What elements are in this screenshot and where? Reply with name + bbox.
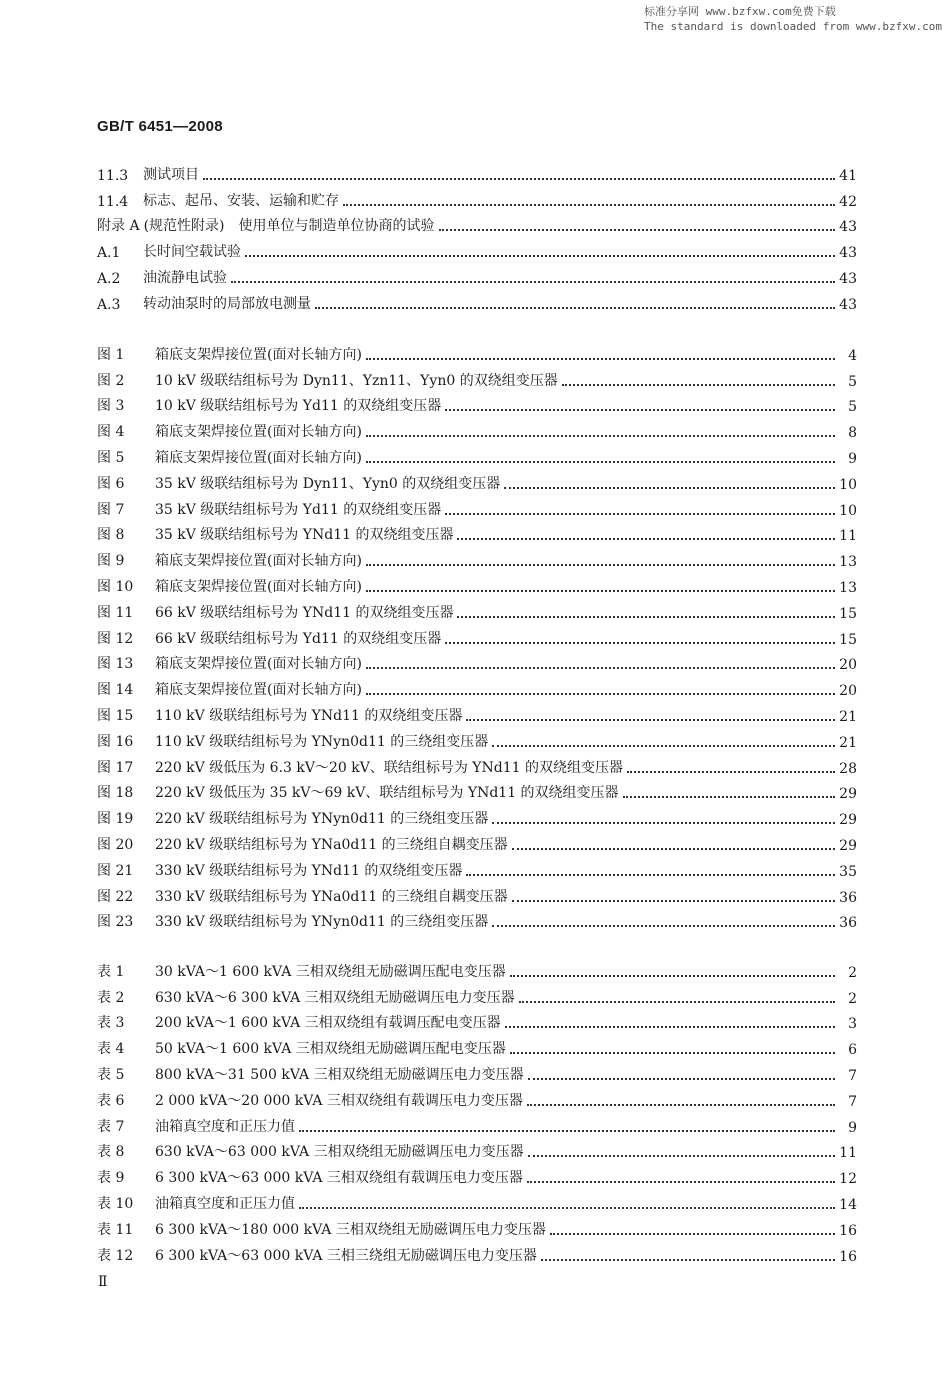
toc-entry-page: 7	[848, 1093, 857, 1110]
toc-dot-leader	[231, 280, 835, 283]
toc-dot-leader	[510, 974, 835, 977]
toc-entry-title: 标志、起吊、安装、运输和贮存	[143, 192, 339, 209]
watermark-line-2: The standard is downloaded from www.bzfxw.com	[643, 20, 942, 33]
toc-dot-leader	[445, 641, 835, 644]
toc-entry-title: 2 000 kVA～20 000 kVA 三相双绕组有载调压电力变压器	[155, 1092, 523, 1109]
toc-entry-page: 2	[848, 964, 857, 981]
toc-entry-title: 35 kV 级联结组标号为 Dyn11、Yyn0 的双绕组变压器	[155, 475, 501, 492]
toc-dot-leader	[366, 589, 835, 592]
toc-dot-leader	[492, 744, 835, 747]
toc-dot-leader	[528, 1077, 835, 1080]
toc-entry	[97, 261, 857, 287]
toc-dot-leader	[366, 692, 835, 695]
toc-entry-number: 图 3	[97, 398, 125, 415]
toc-entry-number: 图 5	[97, 449, 125, 466]
toc-entry	[97, 364, 857, 390]
toc-entry-page: 43	[839, 219, 857, 236]
toc-entry-page: 9	[848, 1119, 857, 1136]
toc-entry-title: 箱底支架焊接位置(面对长轴方向)	[155, 424, 362, 441]
toc-entry	[97, 519, 857, 545]
toc-entry-page: 13	[839, 554, 857, 571]
toc-entry-title: 30 kVA～1 600 kVA 三相双绕组无励磁调压配电变压器	[155, 963, 506, 980]
toc-entry-page: 41	[839, 167, 857, 184]
toc-entry-title: 箱底支架焊接位置(面对长轴方向)	[155, 656, 362, 673]
toc-entry-page: 9	[848, 450, 857, 467]
toc-dot-leader	[527, 1103, 835, 1106]
toc-entry-title: 630 kVA～63 000 kVA 三相双绕组无励磁调压电力变压器	[155, 1144, 524, 1161]
watermark-line-1: 标准分享网 www.bzfxw.com免费下载	[643, 5, 836, 18]
toc-entry-title: 35 kV 级联结组标号为 YNd11 的双绕组变压器	[155, 527, 454, 544]
toc-dot-leader	[445, 408, 835, 411]
toc-entry	[97, 1213, 857, 1239]
toc-entry-title: 长时间空载试验	[143, 244, 241, 261]
toc-entry-page: 3	[848, 1016, 857, 1033]
toc-entry-title: 10 kV 级联结组标号为 Yd11 的双绕组变压器	[155, 398, 442, 415]
toc-entry-number: 表 9	[97, 1170, 125, 1187]
toc-entry-page: 12	[839, 1171, 857, 1188]
toc-entry-number: 图 9	[97, 553, 125, 570]
toc-entry-number: A.1	[97, 245, 121, 262]
toc-entry-number: 表 3	[97, 1015, 125, 1032]
toc-tables	[97, 955, 857, 1265]
toc-entry-title: 箱底支架焊接位置(面对长轴方向)	[155, 346, 362, 363]
toc-dot-leader	[439, 228, 836, 231]
toc-entry	[97, 544, 857, 570]
toc-dot-leader	[505, 1025, 835, 1028]
toc-dot-leader	[519, 1000, 835, 1003]
toc-entry-page: 29	[839, 786, 857, 803]
toc-entry-title: 箱底支架焊接位置(面对长轴方向)	[155, 449, 362, 466]
toc-dot-leader	[541, 1258, 835, 1261]
toc-entry	[97, 802, 857, 828]
toc-entry-number: 11.3	[97, 167, 129, 184]
toc-dot-leader	[504, 486, 835, 489]
toc-entry-title: 箱底支架焊接位置(面对长轴方向)	[155, 578, 362, 595]
toc-entry-title: 66 kV 级联结组标号为 Yd11 的双绕组变压器	[155, 630, 442, 647]
toc-entry-page: 16	[839, 1248, 857, 1265]
toc-entry-number: 表 2	[97, 989, 125, 1006]
toc-entry	[97, 158, 857, 184]
toc-entry-number: 表 12	[97, 1247, 134, 1264]
toc-entry-page: 16	[839, 1222, 857, 1239]
toc-entry-page: 6	[848, 1042, 857, 1059]
toc-entry	[97, 1187, 857, 1213]
toc-entry-title: 6 300 kVA～180 000 kVA 三相双绕组无励磁调压电力变压器	[155, 1221, 546, 1238]
toc-entry-number: 图 7	[97, 501, 125, 518]
toc-dot-leader	[366, 460, 835, 463]
toc-entry-page: 10	[839, 502, 857, 519]
toc-entry-page: 21	[839, 708, 857, 725]
toc-entry-title: 油箱真空度和正压力值	[155, 1118, 295, 1135]
toc-entry-title: 220 kV 级低压为 35 kV～69 kV、联结组标号为 YNd11 的双绕组变压器	[155, 785, 619, 802]
toc-dot-leader	[445, 512, 835, 515]
toc-entry	[97, 1136, 857, 1162]
toc-dot-leader	[528, 1154, 835, 1157]
toc-entry-title: 测试项目	[143, 166, 199, 183]
toc-dot-leader	[466, 718, 835, 721]
toc-entry-title: 50 kVA～1 600 kVA 三相双绕组无励磁调压配电变压器	[155, 1041, 506, 1058]
toc-entry	[97, 751, 857, 777]
standard-code: GB/T 6451—2008	[97, 118, 223, 135]
toc-entry-number: 表 4	[97, 1041, 125, 1058]
toc-entry-number: 图 13	[97, 656, 134, 673]
toc-clauses	[97, 158, 857, 313]
toc-entry-title: 110 kV 级联结组标号为 YNyn0d11 的三绕组变压器	[155, 733, 489, 750]
toc-entry-number: 图 4	[97, 424, 125, 441]
toc-entry-page: 36	[839, 915, 857, 932]
toc-entry-number: 图 11	[97, 604, 134, 621]
toc-entry	[97, 622, 857, 648]
toc-entry	[97, 1032, 857, 1058]
toc-entry-title: 330 kV 级联结组标号为 YNyn0d11 的三绕组变压器	[155, 914, 489, 931]
toc-dot-leader	[299, 1129, 835, 1132]
toc-entry-number: 表 1	[97, 963, 125, 980]
toc-entry	[97, 981, 857, 1007]
toc-dot-leader	[627, 770, 835, 773]
toc-entry	[97, 1239, 857, 1265]
toc-entry-page: 5	[848, 399, 857, 416]
toc-entry-page: 21	[839, 734, 857, 751]
toc-dot-leader	[550, 1232, 835, 1235]
toc-entry-number: 表 6	[97, 1092, 125, 1109]
toc-entry-page: 4	[848, 347, 857, 364]
toc-entry-page: 14	[839, 1196, 857, 1213]
toc-entry-title: 110 kV 级联结组标号为 YNd11 的双绕组变压器	[155, 707, 463, 724]
toc-entry-title: 630 kVA～6 300 kVA 三相双绕组无励磁调压电力变压器	[155, 989, 515, 1006]
toc-entry-title: 箱底支架焊接位置(面对长轴方向)	[155, 682, 362, 699]
toc-entry-page: 10	[839, 476, 857, 493]
toc-entry	[97, 184, 857, 210]
toc-entry	[97, 828, 857, 854]
toc-entry-title: 油箱真空度和正压力值	[155, 1195, 295, 1212]
toc-entry	[97, 287, 857, 313]
toc-dot-leader	[527, 1180, 835, 1183]
toc-entry-title: 油流静电试验	[143, 269, 227, 286]
toc-entry-page: 28	[839, 760, 857, 777]
toc-entry-title: 箱底支架焊接位置(面对长轴方向)	[155, 553, 362, 570]
toc-dot-leader	[366, 666, 835, 669]
toc-entry	[97, 854, 857, 880]
toc-dot-leader	[245, 254, 835, 257]
toc-entry	[97, 777, 857, 803]
toc-dot-leader	[562, 383, 835, 386]
toc-dot-leader	[512, 899, 835, 902]
toc-dot-leader	[623, 795, 835, 798]
toc-entry	[97, 467, 857, 493]
toc-entry-page: 11	[839, 1145, 857, 1162]
toc-dot-leader	[366, 434, 835, 437]
toc-entry	[97, 1058, 857, 1084]
toc-entry-page: 15	[839, 631, 857, 648]
toc-entry-number: 图 1	[97, 346, 125, 363]
toc-entry-number: 11.4	[97, 193, 129, 210]
toc-entry-number: 图 15	[97, 707, 134, 724]
toc-entry-page: 2	[848, 990, 857, 1007]
toc-entry-title: 转动油泵时的局部放电测量	[143, 295, 311, 312]
toc-dot-leader	[512, 847, 835, 850]
toc-dot-leader	[366, 563, 835, 566]
toc-dot-leader	[492, 924, 835, 927]
toc-entry-page: 15	[839, 605, 857, 622]
toc-dot-leader	[203, 177, 835, 180]
toc-entry-title: 220 kV 级联结组标号为 YNyn0d11 的三绕组变压器	[155, 811, 489, 828]
toc-entry-number: 表 8	[97, 1144, 125, 1161]
toc-entry	[97, 1110, 857, 1136]
toc-entry-title: (规范性附录) 使用单位与制造单位协商的试验	[143, 218, 435, 235]
toc-entry-page: 20	[839, 657, 857, 674]
toc-entry-number: 图 16	[97, 733, 134, 750]
toc-dot-leader	[466, 873, 835, 876]
toc-entry-number: 图 6	[97, 475, 125, 492]
toc-entry-number: 图 8	[97, 527, 125, 544]
toc-entry-title: 66 kV 级联结组标号为 YNd11 的双绕组变压器	[155, 604, 454, 621]
toc-entry-page: 13	[839, 579, 857, 596]
toc-entry	[97, 1084, 857, 1110]
toc-entry-page: 7	[848, 1067, 857, 1084]
toc-entry	[97, 493, 857, 519]
toc-entry-title: 800 kVA～31 500 kVA 三相双绕组无励磁调压电力变压器	[155, 1066, 524, 1083]
toc-entry	[97, 955, 857, 981]
toc-entry-number: 图 14	[97, 682, 134, 699]
toc-entry-number: 图 22	[97, 888, 134, 905]
toc-entry-title: 6 300 kVA～63 000 kVA 三相双绕组有载调压电力变压器	[155, 1170, 523, 1187]
toc-entry-title: 35 kV 级联结组标号为 Yd11 的双绕组变压器	[155, 501, 442, 518]
toc-entry	[97, 390, 857, 416]
toc-entry	[97, 235, 857, 261]
toc-entry	[97, 570, 857, 596]
toc-entry-number: 图 18	[97, 785, 134, 802]
toc-entry-page: 11	[839, 528, 857, 545]
toc-entry-page: 36	[839, 889, 857, 906]
toc-dot-leader	[457, 615, 835, 618]
toc-entry-number: 图 21	[97, 862, 134, 879]
toc-entry	[97, 648, 857, 674]
toc-entry	[97, 441, 857, 467]
toc-entry	[97, 596, 857, 622]
toc-entry-number: 图 10	[97, 578, 134, 595]
toc-entry-number: 表 7	[97, 1118, 125, 1135]
toc-entry-page: 8	[848, 425, 857, 442]
toc-entry-number: 图 12	[97, 630, 134, 647]
toc-entry	[97, 699, 857, 725]
toc-entry-page: 43	[839, 296, 857, 313]
watermark	[644, 4, 942, 34]
toc-entry-number: 图 20	[97, 836, 134, 853]
toc-entry-page: 20	[839, 683, 857, 700]
toc-entry-page: 29	[839, 812, 857, 829]
toc-entry-title: 220 kV 级联结组标号为 YNa0d11 的三绕组自耦变压器	[155, 836, 508, 853]
toc-entry	[97, 906, 857, 932]
toc-entry	[97, 1007, 857, 1033]
page-number: Ⅱ	[98, 1274, 108, 1290]
toc-entry	[97, 880, 857, 906]
toc-dot-leader	[366, 357, 835, 360]
toc-dot-leader	[510, 1051, 835, 1054]
toc-entry-page: 35	[839, 863, 857, 880]
toc-entry-title: 6 300 kVA～63 000 kVA 三相三绕组无励磁调压电力变压器	[155, 1247, 537, 1264]
toc-entry-number: 附录 A	[97, 218, 140, 235]
toc-entry	[97, 415, 857, 441]
toc-dot-leader	[457, 537, 835, 540]
toc-entry-page: 29	[839, 837, 857, 854]
toc-dot-leader	[343, 203, 835, 206]
toc-entry	[97, 725, 857, 751]
toc-dot-leader	[492, 821, 835, 824]
toc-entry-title: 200 kVA～1 600 kVA 三相双绕组有载调压配电变压器	[155, 1015, 501, 1032]
toc-entry-number: 表 11	[97, 1221, 134, 1238]
toc-entry-number: 图 19	[97, 811, 134, 828]
toc-entry-page: 43	[839, 245, 857, 262]
toc-entry-number: A.3	[97, 296, 121, 313]
toc-entry-title: 330 kV 级联结组标号为 YNa0d11 的三绕组自耦变压器	[155, 888, 508, 905]
toc-entry-title: 220 kV 级低压为 6.3 kV～20 kV、联结组标号为 YNd11 的双绕组变压器	[155, 759, 624, 776]
toc-entry	[97, 1161, 857, 1187]
toc-entry-number: 图 17	[97, 759, 134, 776]
toc-entry-number: 表 5	[97, 1066, 125, 1083]
toc-dot-leader	[299, 1206, 835, 1209]
toc-figures	[97, 338, 857, 931]
toc-entry-page: 5	[848, 373, 857, 390]
toc-entry-number: 图 2	[97, 372, 125, 389]
toc-entry	[97, 210, 857, 236]
toc-entry-page: 42	[839, 193, 857, 210]
toc-entry-title: 10 kV 级联结组标号为 Dyn11、Yzn11、Yyn0 的双绕组变压器	[155, 372, 558, 389]
toc-entry	[97, 673, 857, 699]
toc-dot-leader	[315, 306, 835, 309]
toc-entry-page: 43	[839, 270, 857, 287]
toc-entry-number: 图 23	[97, 914, 134, 931]
toc-entry-title: 330 kV 级联结组标号为 YNd11 的双绕组变压器	[155, 862, 463, 879]
toc-entry-number: A.2	[97, 270, 121, 287]
toc-entry-number: 表 10	[97, 1195, 134, 1212]
toc-entry	[97, 338, 857, 364]
